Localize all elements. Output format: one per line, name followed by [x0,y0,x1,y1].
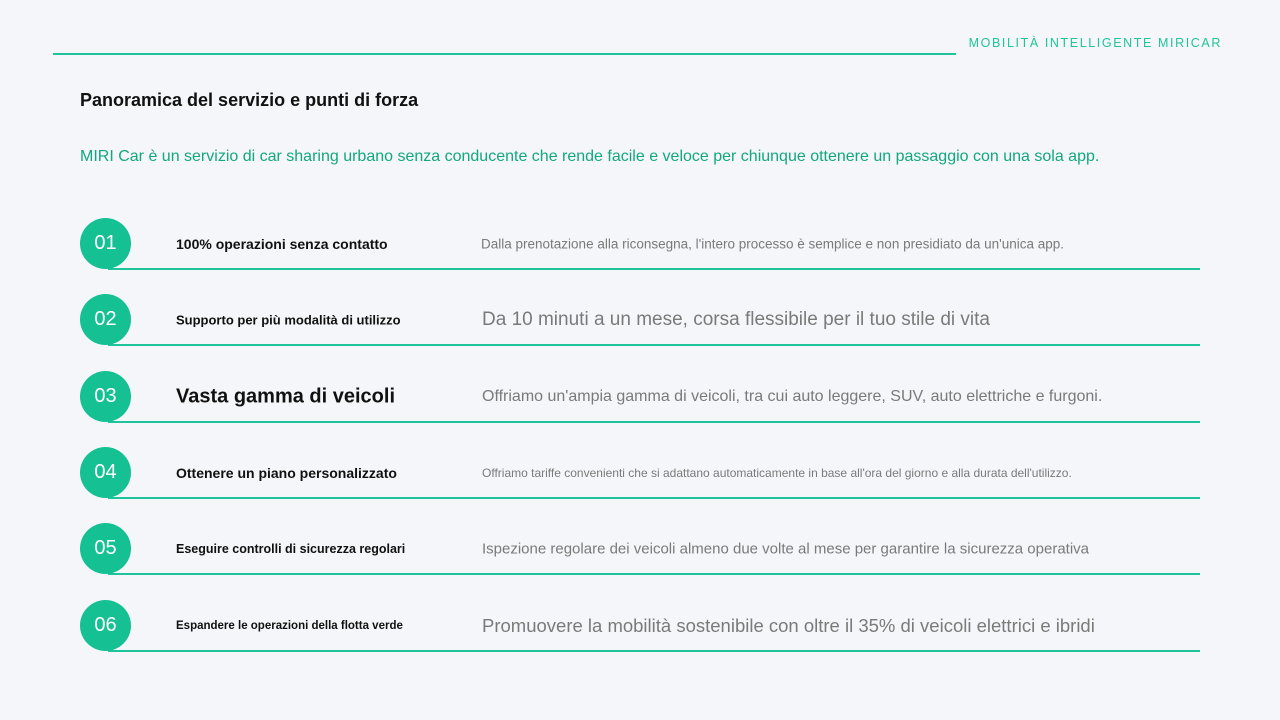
feature-divider [108,573,1200,575]
feature-title: 100% operazioni senza contatto [176,236,388,252]
feature-row-4 [80,447,1200,499]
feature-row-2 [80,294,1200,346]
feature-number-badge: 04 [80,447,131,498]
page-title: Panoramica del servizio e punti di forza [80,90,419,110]
feature-number-badge: 06 [80,600,131,651]
feature-divider [108,497,1200,499]
feature-number-badge: 01 [80,218,131,269]
feature-title: Eseguire controlli di sicurezza regolari [176,542,406,556]
feature-description: Ispezione regolare dei veicoli almeno due volte al mese per garantire la sicurezza operativa [482,540,1090,558]
feature-title: Supporto per più modalità di utilizzo [176,312,401,328]
feature-description: Offriamo un'ampia gamma di veicoli, tra cui auto leggere, SUV, auto elettriche e furgoni. [482,388,1103,405]
feature-title: Espandere le operazioni della flotta verde [176,620,403,632]
feature-number-badge: 02 [80,294,131,345]
feature-row-1 [80,218,1200,270]
feature-divider [108,421,1200,423]
feature-description: Promuovere la mobilità sostenibile con oltre il 35% di veicoli elettrici e ibridi [482,615,1095,636]
header-divider [53,53,956,55]
feature-title: Ottenere un piano personalizzato [176,465,397,481]
feature-description: Da 10 minuti a un mese, corsa flessibile per il tuo stile di vita [482,309,990,330]
feature-row-3 [80,371,1200,423]
feature-number-badge: 03 [80,371,131,422]
brand-label: MOBILITÀ INTELLIGENTE MIRICAR [968,36,1222,50]
feature-row-5 [80,523,1200,575]
feature-description: Offriamo tariffe convenienti che si adattano automaticamente in base all'ora del giorno e alla durata dell'utilizzo. [482,466,1072,480]
feature-description: Dalla prenotazione alla riconsegna, l'intero processo è semplice e non presidiato da un'unica app. [481,236,1065,252]
feature-title: Vasta gamma di veicoli [176,385,395,408]
feature-divider [108,650,1200,652]
feature-divider [108,268,1200,270]
feature-number-badge: 05 [80,523,131,574]
feature-divider [108,344,1200,346]
feature-row-6 [80,600,1200,652]
intro-text: MIRI Car è un servizio di car sharing urbano senza conducente che rende facile e veloce per chiunque ottenere un passaggio con una sola app. [80,148,1100,165]
